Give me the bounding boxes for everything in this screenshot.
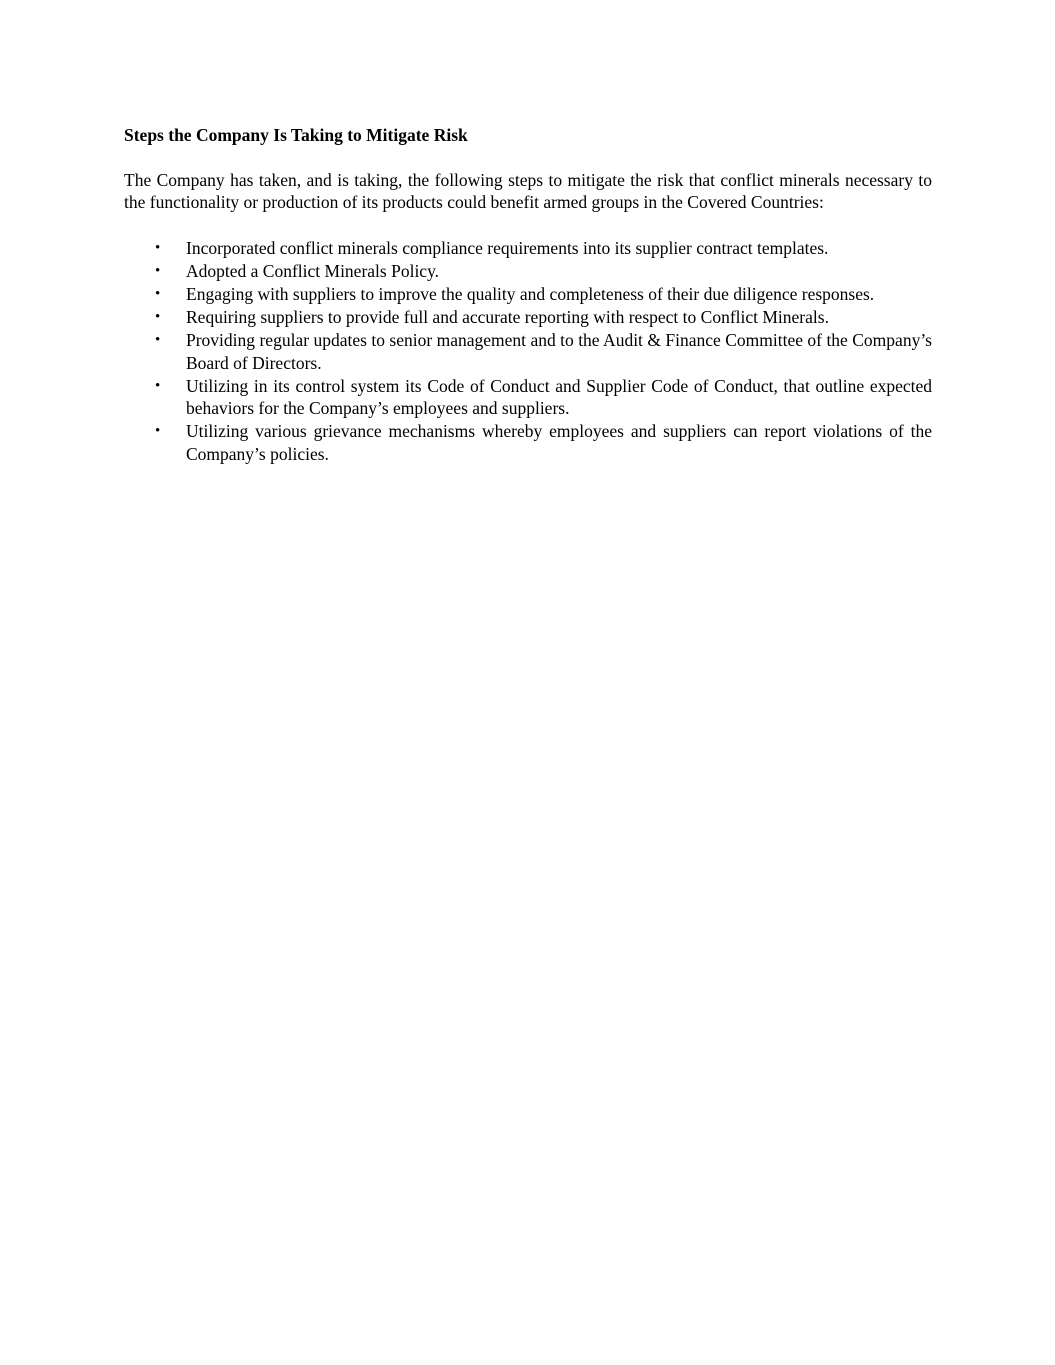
section-heading: Steps the Company Is Taking to Mitigate Risk [124, 125, 468, 145]
bullet-icon: • [155, 309, 161, 325]
mitigation-steps-list [124, 237, 932, 465]
bullet-icon: • [155, 240, 161, 256]
bullet-icon: • [155, 423, 161, 439]
bullet-icon: • [155, 286, 161, 302]
document-page [124, 124, 932, 466]
list-item [124, 306, 932, 329]
list-item-text: Utilizing various grievance mechanisms whereby employees and suppliers can report violations of the Company’s policies. [186, 421, 932, 464]
bullet-icon: • [155, 332, 161, 348]
list-item-text: Adopted a Conflict Minerals Policy. [186, 261, 440, 281]
list-item [124, 283, 932, 306]
bullet-icon: • [155, 377, 161, 394]
list-item [124, 260, 932, 283]
list-item [124, 237, 932, 260]
list-item-text: Engaging with suppliers to improve the quality and completeness of their due diligence responses. [186, 284, 875, 304]
list-item [124, 329, 932, 374]
intro-paragraph: The Company has taken, and is taking, the following steps to mitigate the risk that conflict minerals necessary to the functionality or production of its products could benefit armed groups in the Covered Countries: [124, 170, 932, 212]
list-item [124, 420, 932, 465]
list-item-text: Utilizing in its control system its Code of Conduct and Supplier Code of Conduct, that outline expected behaviors for the Company’s employees and suppliers. [186, 375, 932, 418]
list-item-text: Incorporated conflict minerals compliance requirements into its supplier contract templates. [186, 238, 829, 258]
bullet-icon: • [155, 263, 161, 279]
list-item-text: Requiring suppliers to provide full and accurate reporting with respect to Conflict Minerals. [186, 307, 829, 327]
list-item [124, 375, 932, 420]
list-item-text: Providing regular updates to senior management and to the Audit & Finance Committee of the Company’s Board of Directors. [186, 330, 932, 373]
